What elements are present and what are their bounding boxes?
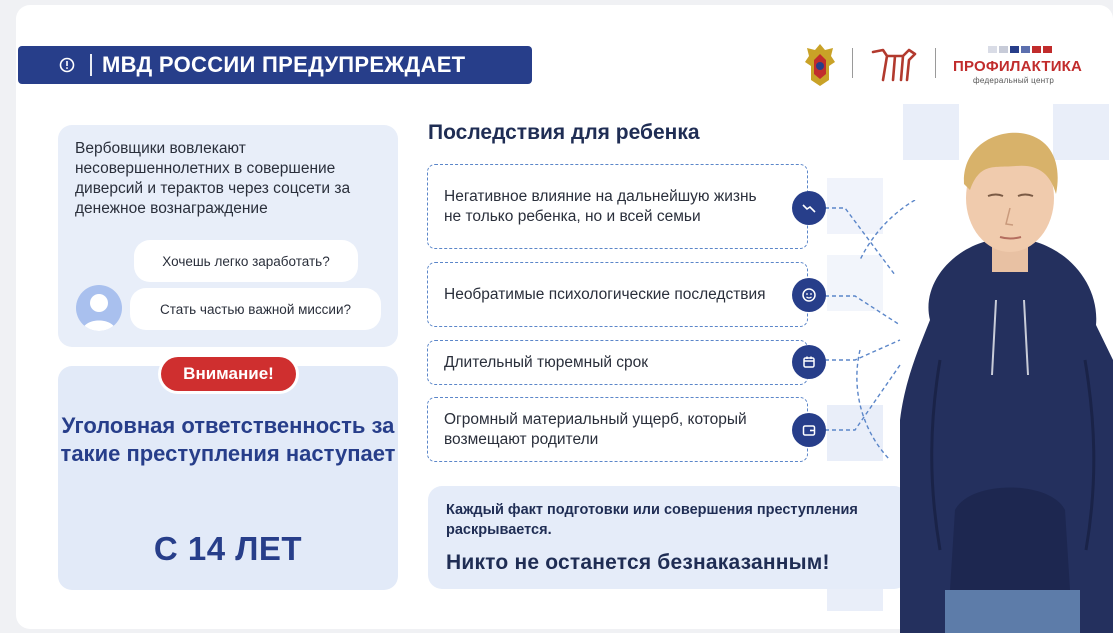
calendar-icon — [792, 345, 826, 379]
logo-divider — [852, 48, 853, 78]
horse-logo-icon — [869, 46, 917, 84]
consequence-text: Необратимые психологические последствия — [444, 285, 766, 303]
age-text: С 14 ЛЕТ — [153, 530, 303, 567]
chat-bubble — [134, 240, 358, 282]
consequence-item — [427, 164, 808, 249]
header-bar — [18, 46, 532, 84]
consequence-text: Негативное влияние на дальнейшую жизнь не только ребенка, но и всей семьи — [444, 187, 757, 225]
teenager-photo — [900, 120, 1113, 633]
mvd-emblem-icon — [803, 42, 837, 88]
chat-message: Хочешь легко заработать? — [162, 253, 330, 269]
consequence-item — [427, 340, 808, 385]
warning-text: Уголовная ответственность за такие преступления наступает — [60, 413, 396, 466]
warning-badge: Внимание! — [161, 357, 296, 391]
brand-name: ПРОФИЛАКТИКА — [953, 58, 1083, 75]
chat-bubble — [130, 288, 381, 330]
closing-headline: Никто не останется безнаказанным! — [446, 551, 830, 574]
recruit-text: Вербовщики вовлекают несовершеннолетних в совершение диверсий и терактов через соцсети за денежное вознаграждение — [75, 140, 351, 217]
closing-text: Каждый факт подготовки или совершения преступления раскрывается. — [446, 502, 858, 538]
consequence-text: Огромный материальный ущерб, который возмещают родители — [444, 410, 747, 448]
wallet-icon — [792, 413, 826, 447]
exclamation-circle-icon — [58, 56, 76, 74]
header-divider — [90, 54, 92, 76]
consequences-title: Последствия для ребенка — [428, 121, 700, 144]
page-title: МВД РОССИИ ПРЕДУПРЕЖДАЕТ — [102, 52, 466, 77]
brand-subtitle: федеральный центр — [973, 76, 1055, 85]
chat-message: Стать частью важной миссии? — [159, 301, 352, 317]
consequence-item — [427, 262, 808, 327]
consequence-text: Длительный тюремный срок — [444, 353, 649, 371]
trend-down-icon — [792, 191, 826, 225]
logo-divider — [935, 48, 936, 78]
brand-bars — [988, 46, 1052, 53]
consequence-item — [427, 397, 808, 462]
face-icon — [792, 278, 826, 312]
user-avatar-icon — [76, 285, 122, 331]
